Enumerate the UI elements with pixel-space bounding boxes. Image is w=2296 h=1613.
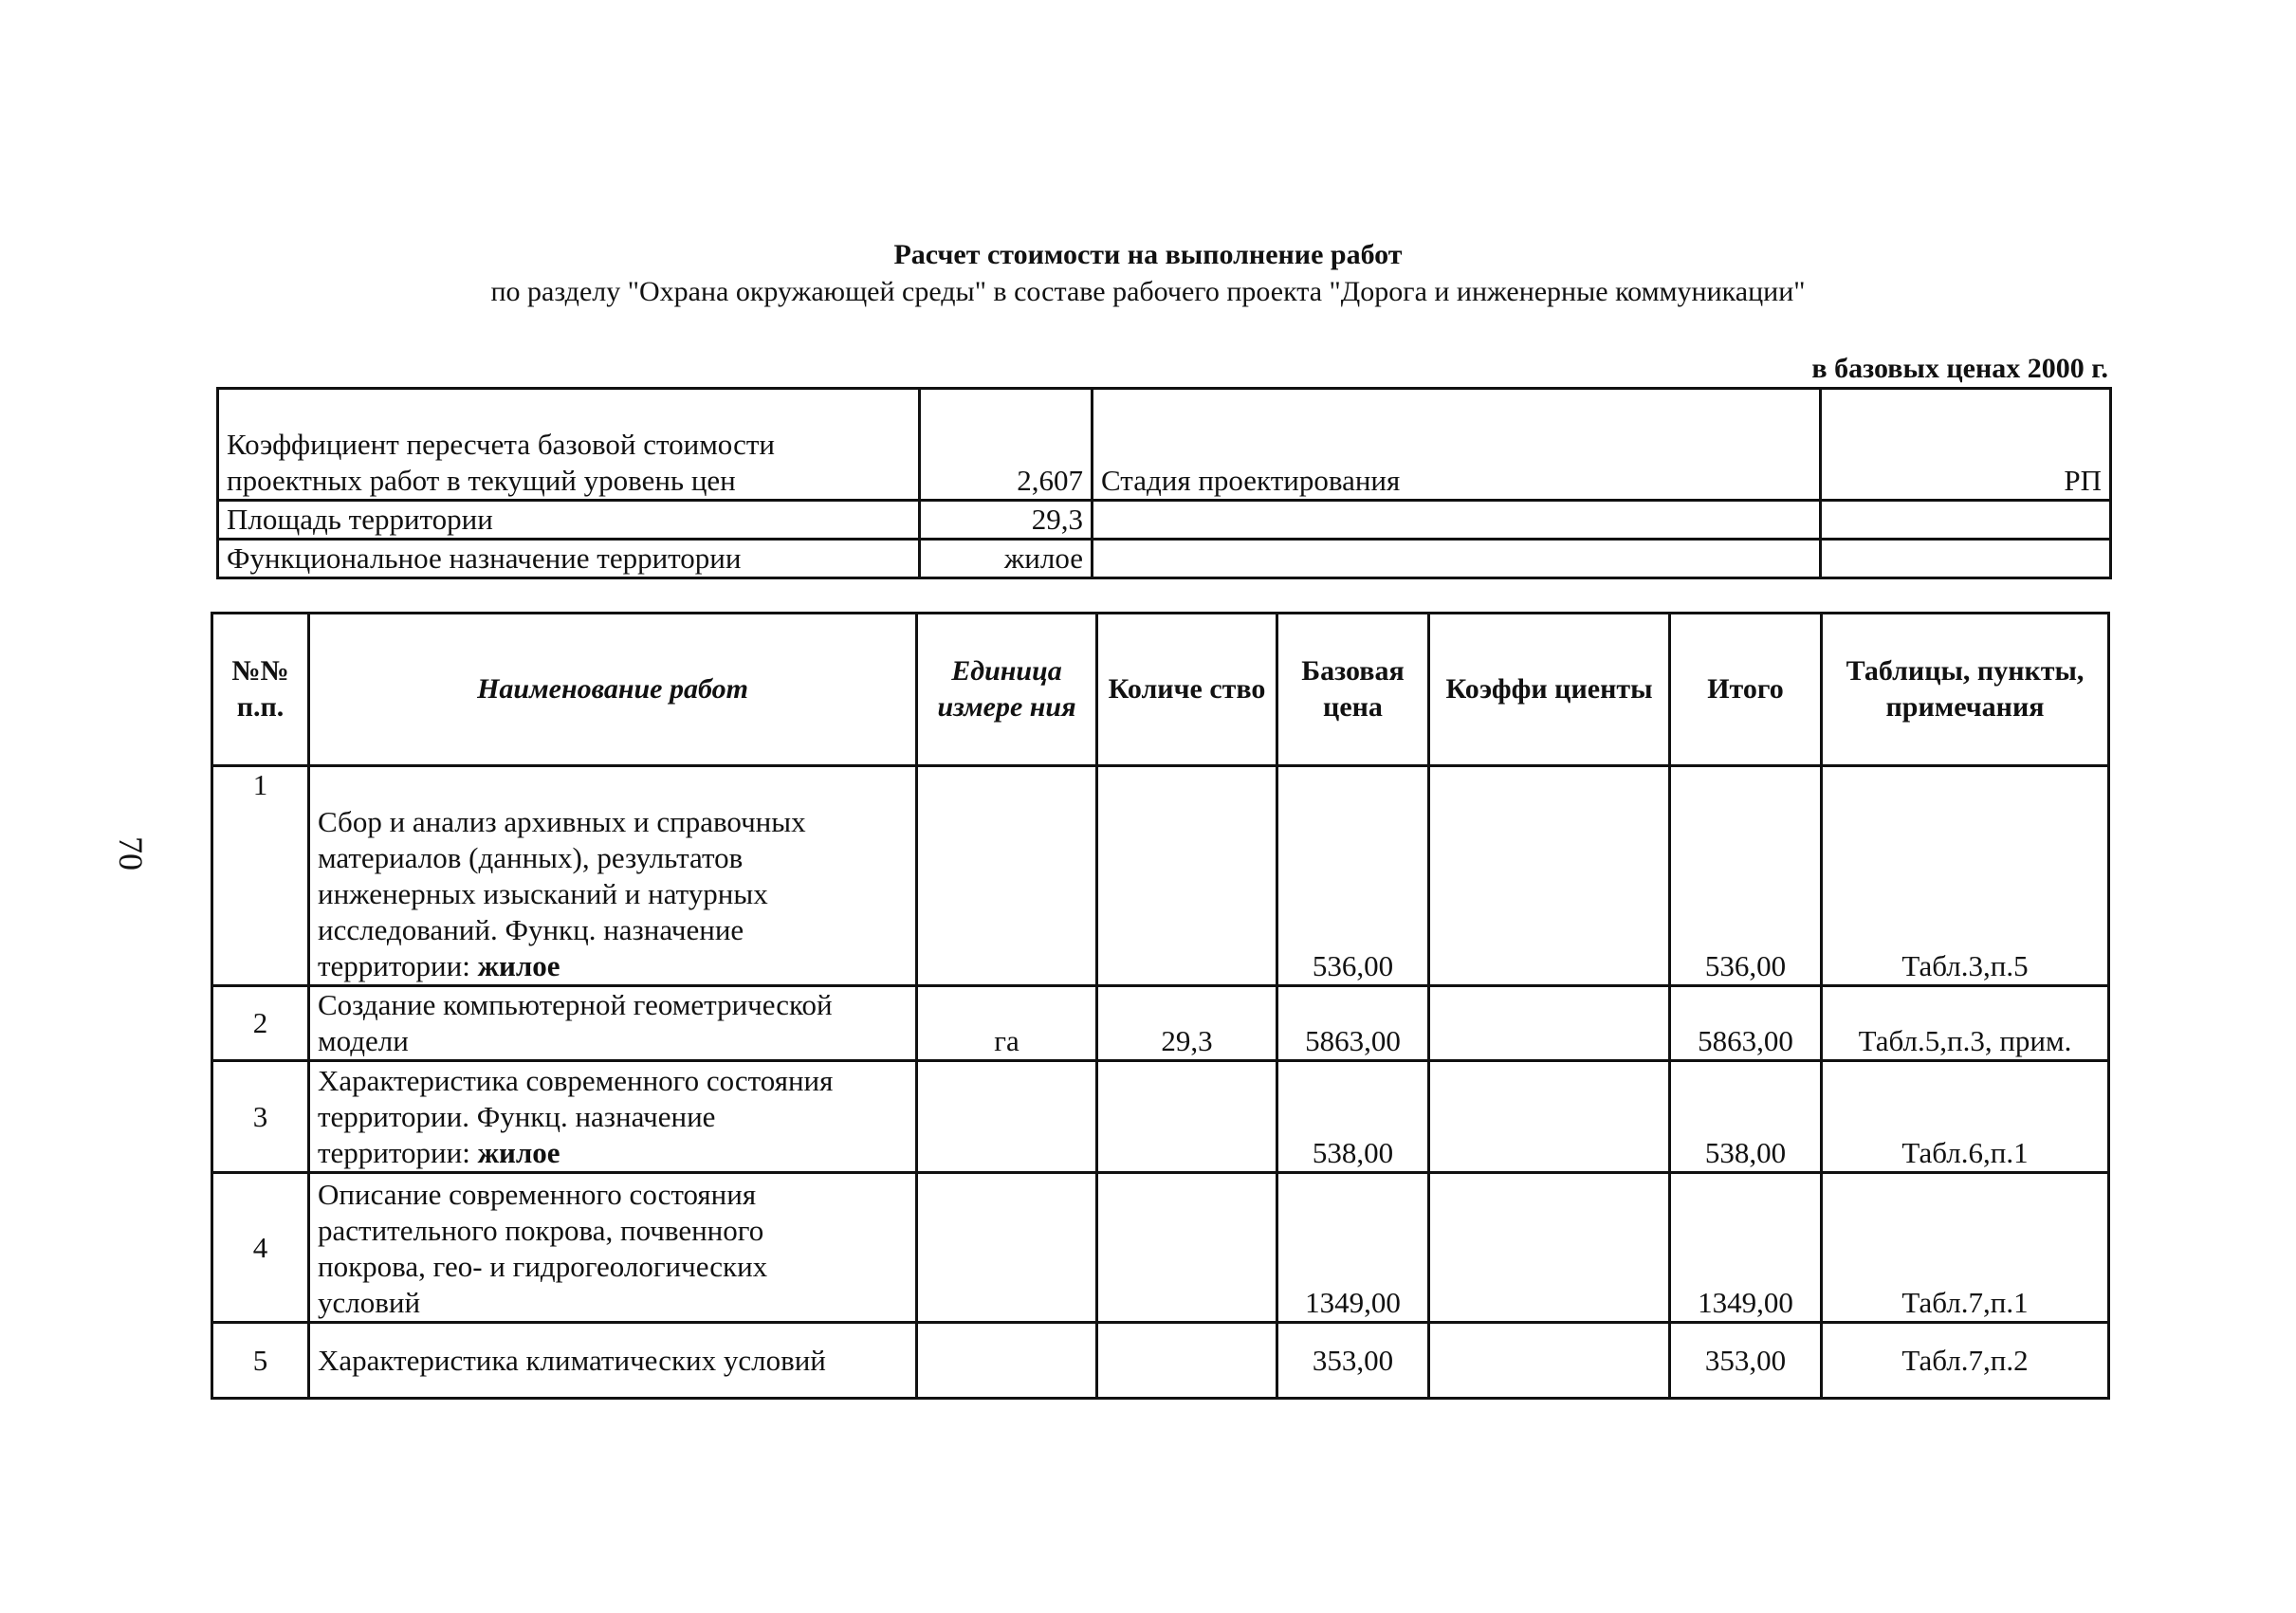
row-number: 1 xyxy=(212,766,309,986)
work-name xyxy=(309,1323,917,1399)
header-work-name: Наименование работ xyxy=(309,614,917,766)
work-name-line: Создание компьютерной геометрической xyxy=(318,988,833,1021)
header-quantity: Количе ство xyxy=(1097,614,1277,766)
work-name xyxy=(309,986,917,1061)
quantity-cell xyxy=(1097,1061,1277,1173)
row-number: 4 xyxy=(212,1173,309,1323)
work-name-line: растительного покрова, почвенного xyxy=(318,1214,764,1247)
table-row xyxy=(212,1323,2109,1399)
unit-cell xyxy=(917,1323,1097,1399)
total-cell: 538,00 xyxy=(1670,1061,1822,1173)
empty-cell xyxy=(1093,501,1821,540)
empty-cell xyxy=(1821,540,2111,578)
total-cell: 1349,00 xyxy=(1670,1173,1822,1323)
notes-cell: Табл.7,п.1 xyxy=(1822,1173,2109,1323)
total-cell: 536,00 xyxy=(1670,766,1822,986)
stage-label: Стадия проектирования xyxy=(1093,389,1821,501)
base-price-cell: 1349,00 xyxy=(1277,1173,1429,1323)
total-cell: 5863,00 xyxy=(1670,986,1822,1061)
notes-cell: Табл.7,п.2 xyxy=(1822,1323,2109,1399)
unit-cell xyxy=(917,1061,1097,1173)
work-name-line: покрова, гео- и гидрогеологических xyxy=(318,1250,768,1283)
work-name-line: исследований. Функц. назначение xyxy=(318,913,744,946)
header-base-price: Базовая цена xyxy=(1277,614,1429,766)
work-name-text: территории: xyxy=(318,1136,478,1169)
total-cell: 353,00 xyxy=(1670,1323,1822,1399)
work-name-line xyxy=(318,948,908,984)
works-table xyxy=(211,612,2110,1400)
header-coefficients: Коэффи циенты xyxy=(1429,614,1670,766)
work-name-bold: жилое xyxy=(477,1136,560,1169)
work-name-line: территории. Функц. назначение xyxy=(318,1100,716,1133)
coefficient-label-line1: Коэффициент пересчета базовой стоимости xyxy=(227,428,775,461)
header-notes: Таблицы, пункты, примечания xyxy=(1822,614,2109,766)
empty-cell xyxy=(1821,501,2111,540)
work-name-line: материалов (данных), результатов xyxy=(318,841,744,874)
work-name-line: Характеристика современного состояния xyxy=(318,1064,834,1097)
header-number: №№ п.п. xyxy=(212,614,309,766)
table-row xyxy=(212,986,2109,1061)
stage-value: РП xyxy=(1821,389,2111,501)
purpose-value: жилое xyxy=(920,540,1093,578)
work-name-line: Описание современного состояния xyxy=(318,1178,757,1211)
notes-cell: Табл.3,п.5 xyxy=(1822,766,2109,986)
work-name xyxy=(309,1173,917,1323)
header-row xyxy=(212,614,2109,766)
quantity-cell xyxy=(1097,766,1277,986)
work-name-line: инженерных изысканий и натурных xyxy=(318,877,768,910)
document-subtitle: по разделу "Охрана окружающей среды" в составе рабочего проекта "Дорога и инженерные коммуникации" xyxy=(490,276,1806,307)
notes-cell: Табл.5,п.3, прим. xyxy=(1822,986,2109,1061)
header-total: Итого xyxy=(1670,614,1822,766)
unit-cell: га xyxy=(917,986,1097,1061)
work-name-line: Характеристика климатических условий xyxy=(318,1343,826,1377)
work-name-line xyxy=(318,1135,908,1171)
coefficient-cell xyxy=(1429,1323,1670,1399)
work-name-line: Сбор и анализ архивных и справочных xyxy=(318,805,806,838)
area-label: Площадь территории xyxy=(218,501,920,540)
work-name xyxy=(309,766,917,986)
coefficient-value: 2,607 xyxy=(920,389,1093,501)
row-number: 2 xyxy=(212,986,309,1061)
notes-cell: Табл.6,п.1 xyxy=(1822,1061,2109,1173)
work-name-text: территории: xyxy=(318,949,478,982)
quantity-cell xyxy=(1097,1173,1277,1323)
coefficient-label xyxy=(218,389,920,501)
purpose-label: Функциональное назначение территории xyxy=(218,540,920,578)
empty-cell xyxy=(1093,540,1821,578)
work-name xyxy=(309,1061,917,1173)
document-title: Расчет стоимости на выполнение работ xyxy=(893,239,1403,270)
row-number: 3 xyxy=(212,1061,309,1173)
unit-cell xyxy=(917,766,1097,986)
base-price-cell: 536,00 xyxy=(1277,766,1429,986)
coefficient-label-line2: проектных работ в текущий уровень цен xyxy=(227,464,736,497)
header-unit: Единица измере ния xyxy=(917,614,1097,766)
price-basis-note: в базовых ценах 2000 г. xyxy=(1811,353,2108,384)
param-row-coefficient xyxy=(218,389,2111,501)
base-price-cell: 538,00 xyxy=(1277,1061,1429,1173)
coefficient-cell xyxy=(1429,1173,1670,1323)
quantity-cell xyxy=(1097,1323,1277,1399)
param-row-area xyxy=(218,501,2111,540)
base-price-cell: 5863,00 xyxy=(1277,986,1429,1061)
parameters-table xyxy=(216,387,2112,579)
param-row-purpose xyxy=(218,540,2111,578)
work-name-line: модели xyxy=(318,1024,409,1057)
table-row xyxy=(212,766,2109,986)
row-number: 5 xyxy=(212,1323,309,1399)
unit-cell xyxy=(917,1173,1097,1323)
table-row xyxy=(212,1061,2109,1173)
coefficient-cell xyxy=(1429,766,1670,986)
coefficient-cell xyxy=(1429,986,1670,1061)
table-row xyxy=(212,1173,2109,1323)
work-name-line: условий xyxy=(318,1286,421,1319)
base-price-cell: 353,00 xyxy=(1277,1323,1429,1399)
work-name-bold: жилое xyxy=(477,949,560,982)
coefficient-cell xyxy=(1429,1061,1670,1173)
page-number: 70 xyxy=(112,836,150,871)
area-value: 29,3 xyxy=(920,501,1093,540)
quantity-cell: 29,3 xyxy=(1097,986,1277,1061)
